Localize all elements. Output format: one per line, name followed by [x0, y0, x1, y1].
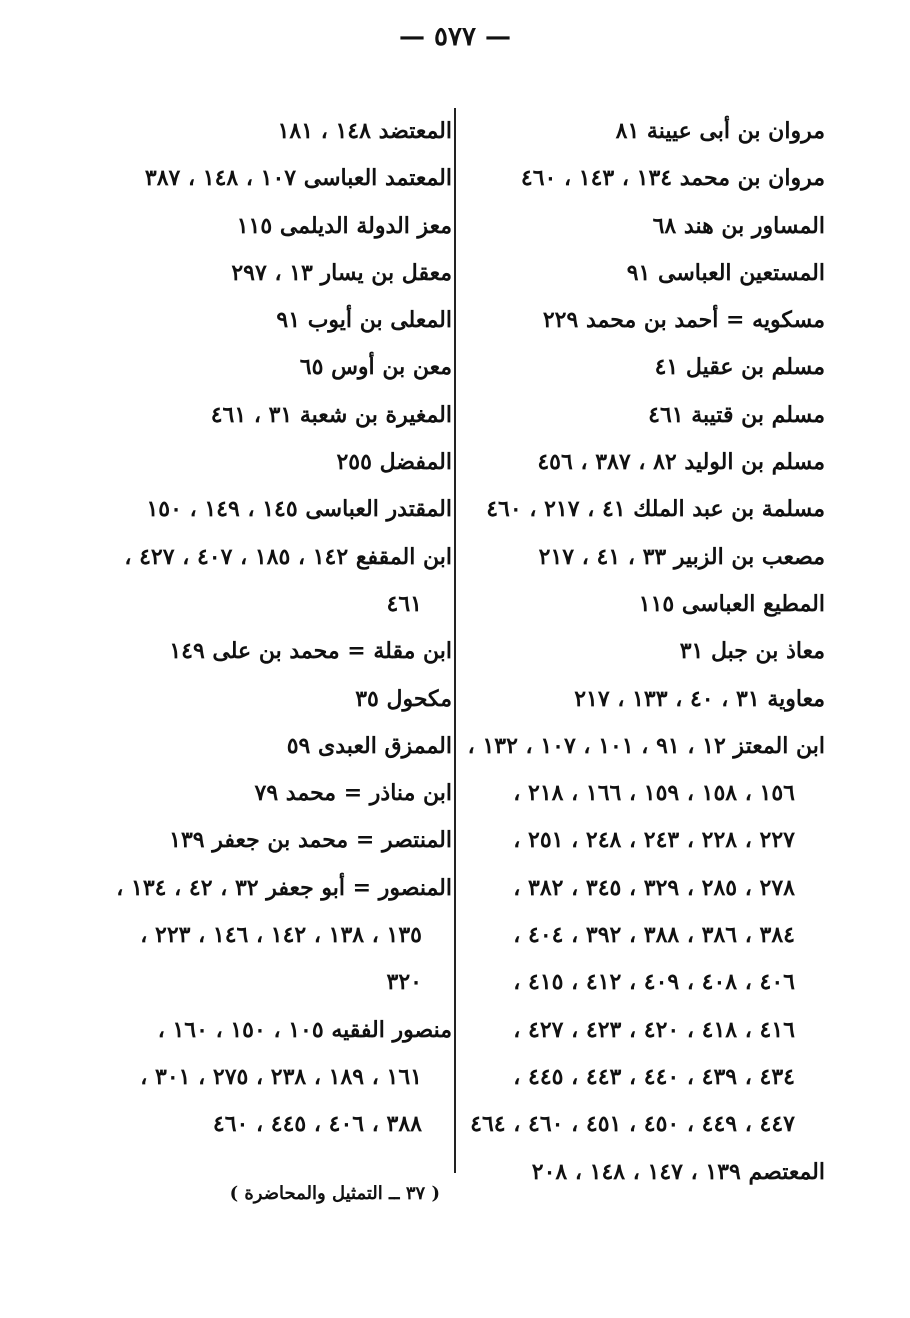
index-entry: مصعب بن الزبير ٣٣ ، ٤١ ، ٢١٧ — [538, 543, 825, 570]
index-entry: ابن مقلة = محمد بن على ١٤٩ — [169, 638, 452, 665]
index-entry-continuation: ١٦١ ، ١٨٩ ، ٢٣٨ ، ٢٧٥ ، ٣٠١ ، — [140, 1063, 422, 1090]
index-entry: المنتصر = محمد بن جعفر ١٣٩ — [169, 827, 452, 854]
index-entry: مكحول ٣٥ — [355, 685, 452, 712]
index-entry-continuation: ١٣٥ ، ١٣٨ ، ١٤٢ ، ١٤٦ ، ٢٢٣ ، — [140, 922, 422, 949]
index-entry: المغيرة بن شعبة ٣١ ، ٤٦١ — [210, 401, 452, 428]
index-entry: المطيع العباسى ١١٥ — [638, 590, 825, 617]
index-entry: مسكويه = أحمد بن محمد ٢٢٩ — [542, 307, 825, 334]
index-entry-continuation: ٣٨٨ ، ٤٠٦ ، ٤٤٥ ، ٤٦٠ — [212, 1111, 422, 1138]
index-entry: معقل بن يسار ١٣ ، ٢٩٧ — [231, 259, 452, 286]
index-entry: منصور الفقيه ١٠٥ ، ١٥٠ ، ١٦٠ ، — [157, 1016, 452, 1043]
index-entry: مسلم بن عقيل ٤١ — [654, 354, 825, 381]
index-column-right — [467, 108, 825, 1196]
index-entry: الممزق العبدى ٥٩ — [286, 732, 452, 759]
index-entry-continuation: ٤٤٧ ، ٤٤٩ ، ٤٥٠ ، ٤٥١ ، ٤٦٠ ، ٤٦٤ — [470, 1111, 795, 1138]
index-entry: معز الدولة الديلمى ١١٥ — [236, 212, 452, 239]
index-entry-continuation: ٢٧٨ ، ٢٨٥ ، ٣٢٩ ، ٣٤٥ ، ٣٨٢ ، — [513, 874, 795, 901]
index-column-left — [116, 108, 452, 1149]
page-number: — ٥٧٧ — — [398, 22, 512, 52]
index-entry-continuation: ٣٢٠ — [386, 969, 422, 996]
index-entry-continuation: ١٥٦ ، ١٥٨ ، ١٥٩ ، ١٦٦ ، ٢١٨ ، — [513, 780, 795, 807]
index-entry: المعلى بن أيوب ٩١ — [276, 307, 452, 334]
index-entry-continuation: ٣٨٤ ، ٣٨٦ ، ٣٨٨ ، ٣٩٢ ، ٤٠٤ ، — [513, 922, 795, 949]
index-entry-continuation: ٤٠٦ ، ٤٠٨ ، ٤٠٩ ، ٤١٢ ، ٤١٥ ، — [513, 969, 795, 996]
index-entry: المقتدر العباسى ١٤٥ ، ١٤٩ ، ١٥٠ — [146, 496, 452, 523]
index-entry: معاذ بن جبل ٣١ — [679, 638, 825, 665]
index-entry: ابن مناذر = محمد ٧٩ — [254, 780, 452, 807]
index-entry: معن بن أوس ٦٥ — [299, 354, 452, 381]
index-entry-continuation: ٤٣٤ ، ٤٣٩ ، ٤٤٠ ، ٤٤٣ ، ٤٤٥ ، — [513, 1063, 795, 1090]
index-entry-continuation: ٤٦١ — [386, 590, 422, 617]
index-entry: المساور بن هند ٦٨ — [652, 212, 825, 239]
column-divider — [454, 108, 456, 1173]
index-entry-continuation: ٢٢٧ ، ٢٢٨ ، ٢٤٣ ، ٢٤٨ ، ٢٥١ ، — [513, 827, 795, 854]
index-entry: ابن المقفع ١٤٢ ، ١٨٥ ، ٤٠٧ ، ٤٢٧ ، — [124, 543, 452, 570]
index-entry: معاوية ٣١ ، ٤٠ ، ١٣٣ ، ٢١٧ — [574, 685, 825, 712]
index-entry: مسلمة بن عبد الملك ٤١ ، ٢١٧ ، ٤٦٠ — [486, 496, 825, 523]
index-entry: ابن المعتز ١٢ ، ٩١ ، ١٠١ ، ١٠٧ ، ١٣٢ ، — [467, 732, 825, 759]
index-entry-continuation: ٤١٦ ، ٤١٨ ، ٤٢٠ ، ٤٢٣ ، ٤٢٧ ، — [513, 1016, 795, 1043]
signature-footer: ( ٣٧ ــ التمثيل والمحاضرة ) — [229, 1183, 440, 1204]
index-entry: المستعين العباسى ٩١ — [626, 259, 825, 286]
index-entry: مسلم بن الوليد ٨٢ ، ٣٨٧ ، ٤٥٦ — [537, 449, 825, 476]
index-entry: المعتضد ١٤٨ ، ١٨١ — [277, 118, 452, 144]
index-entry: مروان بن محمد ١٣٤ ، ١٤٣ ، ٤٦٠ — [520, 165, 825, 192]
index-entry: مروان بن أبى عيينة ٨١ — [615, 118, 825, 144]
index-entry: المنصور = أبو جعفر ٣٢ ، ٤٢ ، ١٣٤ ، — [116, 874, 452, 901]
index-entry: مسلم بن قتيبة ٤٦١ — [648, 401, 825, 428]
index-entry: المعتصم ١٣٩ ، ١٤٧ ، ١٤٨ ، ٢٠٨ — [531, 1158, 825, 1185]
index-entry: المعتمد العباسى ١٠٧ ، ١٤٨ ، ٣٨٧ — [144, 165, 452, 192]
index-entry: المفضل ٢٥٥ — [336, 449, 452, 476]
